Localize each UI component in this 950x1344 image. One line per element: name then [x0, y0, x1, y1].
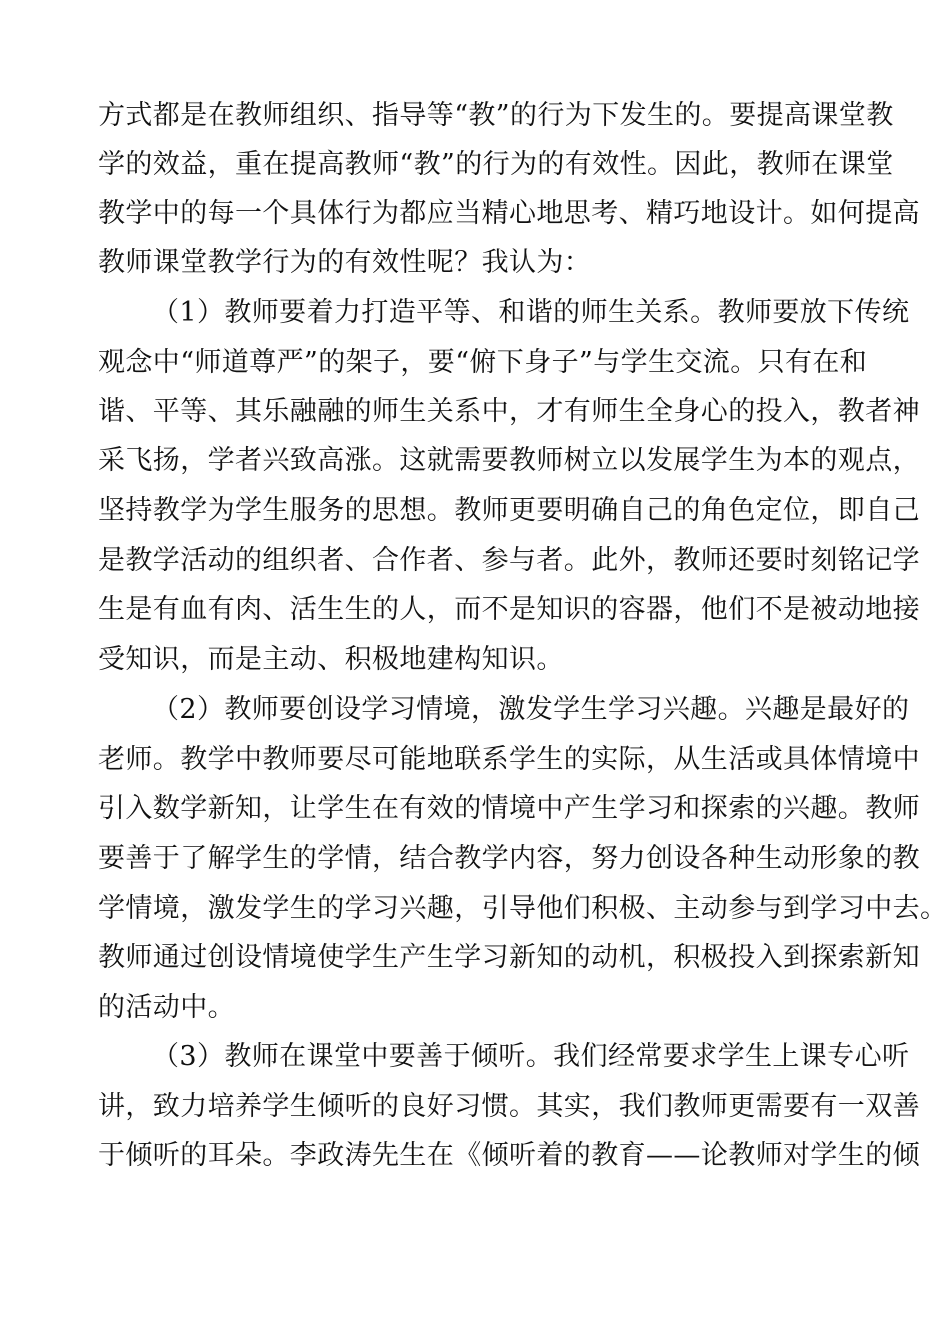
text-line: 于倾听的耳朵。李政涛先生在《倾听着的教育——论教师对学生的倾: [98, 1140, 920, 1171]
text-line: 引入数学新知，让学生在有效的情境中产生学习和探索的兴趣。教师: [98, 793, 920, 824]
text-line: 的活动中。: [98, 992, 235, 1023]
text-line: 教师课堂教学行为的有效性呢？我认为：: [98, 247, 592, 278]
text-line: 采飞扬，学者兴致高涨。这就需要教师树立以发展学生为本的观点，: [98, 445, 920, 476]
text-line: 生是有血有肉、活生生的人，而不是知识的容器，他们不是被动地接: [98, 594, 920, 625]
text-line: 是教学活动的组织者、合作者、参与者。此外，教师还要时刻铭记学: [98, 545, 920, 576]
text-line: 谐、平等、其乐融融的师生关系中，才有师生全身心的投入，教者神: [98, 396, 920, 427]
text-line: 观念中“师道尊严”的架子，要“俯下身子”与学生交流。只有在和: [98, 347, 868, 378]
text-line: 教师通过创设情境使学生产生学习新知的动机，积极投入到探索新知: [98, 942, 920, 973]
text-line: 方式都是在教师组织、指导等“教”的行为下发生的。要提高课堂教: [98, 100, 894, 131]
text-line: 要善于了解学生的学情，结合教学内容，努力创设各种生动形象的教: [98, 843, 920, 874]
text-line: 学情境，激发学生的学习兴趣，引导他们积极、主动参与到学习中去。: [98, 893, 948, 924]
paragraph-1-first-line: （1）教师要着力打造平等、和谐的师生关系。教师要放下传统: [152, 297, 910, 328]
text-line: 老师。教学中教师要尽可能地联系学生的实际，从生活或具体情境中: [98, 744, 920, 775]
text-line: 教学中的每一个具体行为都应当精心地思考、精巧地设计。如何提高: [98, 198, 920, 229]
paragraph-3-first-line: （3）教师在课堂中要善于倾听。我们经常要求学生上课专心听: [152, 1041, 910, 1072]
paragraph-2-first-line: （2）教师要创设学习情境，激发学生学习兴趣。兴趣是最好的: [152, 694, 910, 725]
text-line: 学的效益，重在提高教师“教”的行为的有效性。因此，教师在课堂: [98, 149, 894, 180]
text-line: 受知识，而是主动、积极地建构知识。: [98, 644, 564, 675]
text-line: 讲，致力培养学生倾听的良好习惯。其实，我们教师更需要有一双善: [98, 1091, 920, 1122]
text-line: 坚持教学为学生服务的思想。教师更要明确自己的角色定位，即自己: [98, 495, 920, 526]
